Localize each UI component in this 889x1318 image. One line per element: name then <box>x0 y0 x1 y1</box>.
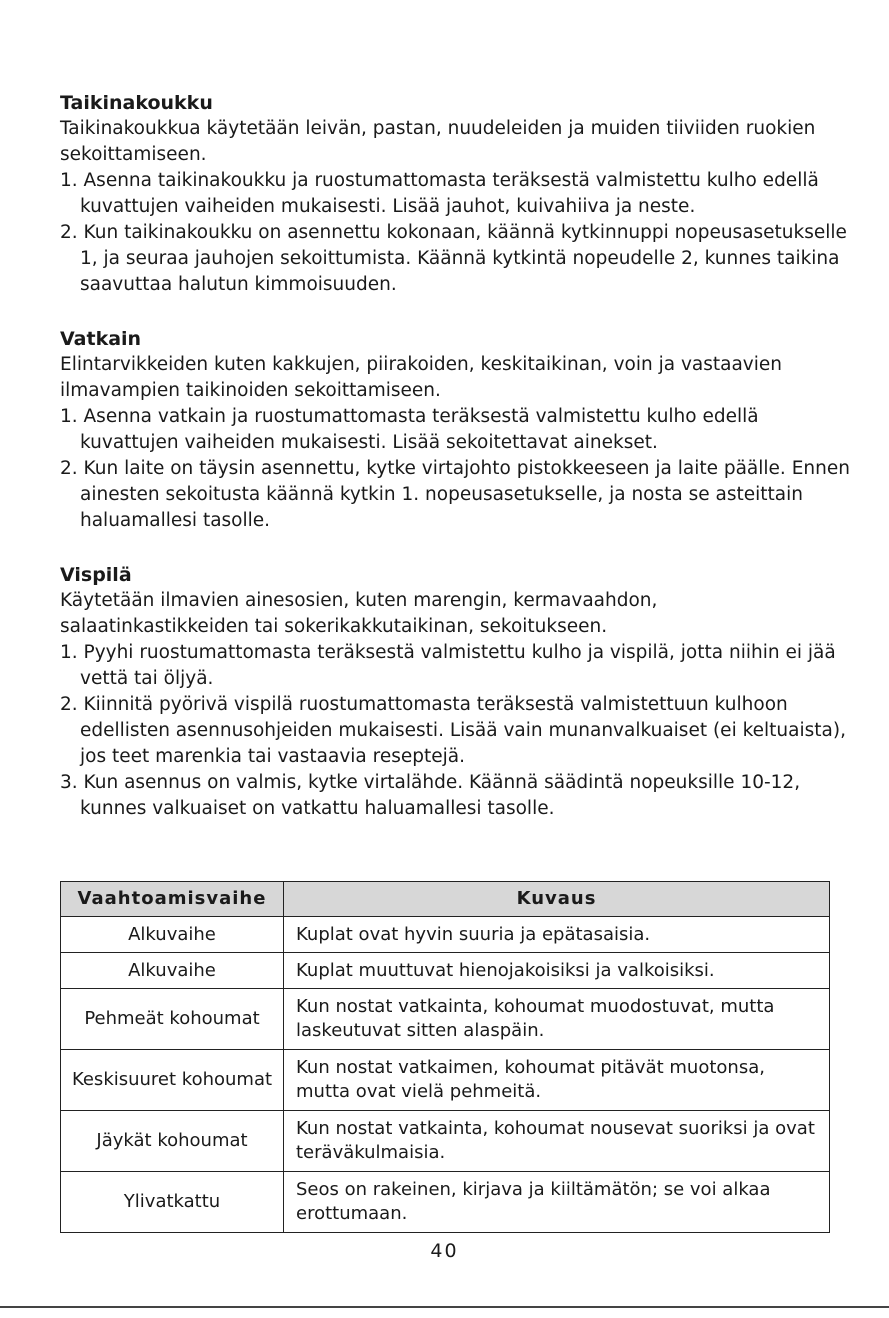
table-header-row <box>61 882 830 917</box>
table-row <box>61 1111 830 1172</box>
column-header-description: Kuvaus <box>284 882 830 917</box>
step-item: 1. Pyyhi ruostumattomasta teräksestä valmistettu kulho ja vispilä, jotta niihin ei jää vettä tai öljyä. <box>60 642 836 689</box>
description-cell: Kun nostat vatkainta, kohoumat muodostuvat, mutta laskeutuvat sitten alaspäin. <box>284 989 830 1050</box>
stage-cell: Alkuvaihe <box>61 917 284 953</box>
column-header-stage: Vaahtoamisvaihe <box>61 882 284 917</box>
section-heading: Vatkain <box>60 328 142 350</box>
stage-cell: Alkuvaihe <box>61 953 284 989</box>
description-cell: Kun nostat vatkaimen, kohoumat pitävät muotonsa, mutta ovat vielä pehmeitä. <box>284 1050 830 1111</box>
stage-cell: Ylivatkattu <box>61 1172 284 1233</box>
table-row <box>61 989 830 1050</box>
page-bottom-divider <box>0 1306 889 1308</box>
section-intro: Elintarvikkeiden kuten kakkujen, piirakoiden, keskitaikinan, voin ja vastaavien ilmavampien taikinoiden sekoittamiseen. <box>60 354 782 401</box>
section-taikinakoukku <box>60 90 850 298</box>
stages-table <box>60 881 830 1233</box>
step-item: 2. Kun taikinakoukku on asennettu kokonaan, käännä kytkinnuppi nopeusasetukselle 1, ja seuraa jauhojen sekoittumista. Käännä kytkintä nopeudelle 2, kunnes taikina saavuttaa halutun kimmoisuuden. <box>60 222 847 295</box>
section-vatkain <box>60 326 850 534</box>
section-heading: Vispilä <box>60 564 132 586</box>
page-content <box>60 90 850 850</box>
section-intro: Taikinakoukkua käytetään leivän, pastan, nuudeleiden ja muiden tiiviiden ruokien sekoittamiseen. <box>60 118 816 165</box>
step-item: 2. Kun laite on täysin asennettu, kytke virtajohto pistokkeeseen ja laite päälle. Ennen ainesten sekoitusta käännä kytkin 1. nopeusasetukselle, ja nosta se asteittain haluamallesi tasolle. <box>60 458 850 531</box>
table-row <box>61 953 830 989</box>
stage-cell: Pehmeät kohoumat <box>61 989 284 1050</box>
description-cell: Kuplat muuttuvat hienojakoisiksi ja valkoisiksi. <box>284 953 830 989</box>
description-cell: Kun nostat vatkainta, kohoumat nousevat suoriksi ja ovat teräväkulmaisia. <box>284 1111 830 1172</box>
table-row <box>61 917 830 953</box>
stage-cell: Jäykät kohoumat <box>61 1111 284 1172</box>
table-row <box>61 1172 830 1233</box>
description-cell: Seos on rakeinen, kirjava ja kiiltämätön; se voi alkaa erottumaan. <box>284 1172 830 1233</box>
step-item: 1. Asenna vatkain ja ruostumattomasta teräksestä valmistettu kulho edellä kuvattujen vaiheiden mukaisesti. Lisää sekoitettavat ainekset. <box>60 406 759 453</box>
description-cell: Kuplat ovat hyvin suuria ja epätasaisia. <box>284 917 830 953</box>
table-row <box>61 1050 830 1111</box>
page-number: 40 <box>430 1240 459 1262</box>
step-item: 2. Kiinnitä pyörivä vispilä ruostumattomasta teräksestä valmistettuun kulhoon edellisten asennusohjeiden mukaisesti. Lisää vain munanvalkuaiset (ei keltuaista), jos teet marenkia tai vastaavia reseptejä. <box>60 694 846 767</box>
step-item: 3. Kun asennus on valmis, kytke virtalähde. Käännä säädintä nopeuksille 10-12, kunnes valkuaiset on vatkattu haluamallesi tasolle. <box>60 772 801 819</box>
foaming-stages-table <box>60 881 830 1233</box>
step-item: 1. Asenna taikinakoukku ja ruostumattomasta teräksestä valmistettu kulho edellä kuvattujen vaiheiden mukaisesti. Lisää jauhot, kuivahiiva ja neste. <box>60 170 819 217</box>
section-intro: Käytetään ilmavien ainesosien, kuten marengin, kermavaahdon, salaatinkastikkeiden tai sokerikakkutaikinan, sekoitukseen. <box>60 590 658 637</box>
section-heading: Taikinakoukku <box>60 92 213 114</box>
section-vispila <box>60 562 850 822</box>
stage-cell: Keskisuuret kohoumat <box>61 1050 284 1111</box>
